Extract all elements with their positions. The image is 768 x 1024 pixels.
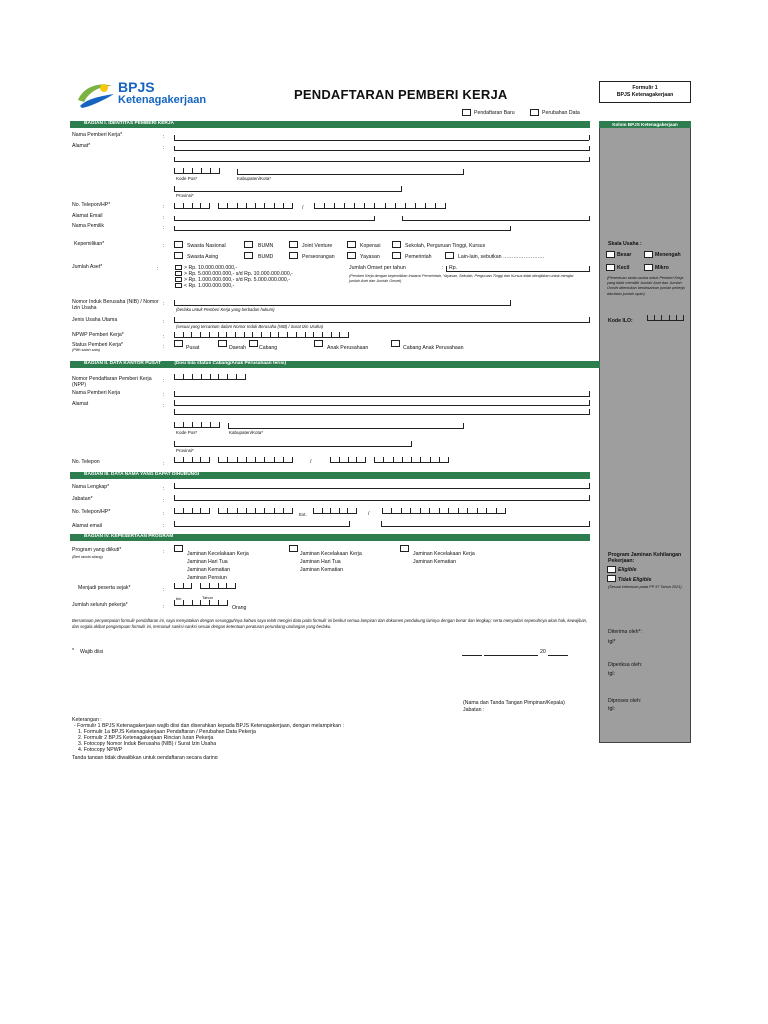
kode-ilo-field[interactable] (647, 315, 684, 321)
section-2-title: BAGIAN II. DATA KANTOR PUSAT (84, 361, 162, 366)
s2-nama-label: Nama Pemberi Kerja (72, 390, 121, 396)
own-perseorangan-label: Perseorangan (302, 254, 335, 260)
own-sekolah-label: Sekolah, Perguruan Tinggi, Kursus (405, 243, 486, 249)
kode-pos-label: Kode Pos* (176, 176, 198, 181)
alamat-line-1[interactable] (174, 150, 589, 151)
section-4-bar: BAGIAN IV. KEPESERTAAN PROGRAM (70, 534, 590, 541)
logo (70, 78, 240, 114)
s2-telepon-2-field[interactable] (374, 457, 449, 463)
form-number: Formulir 1 (632, 85, 658, 91)
diproses-tgl: tgl: (608, 706, 615, 712)
status-cabang-label: Cabang (259, 345, 278, 351)
jenis-usaha-note: (sesuai yang tercantum dalam Nomor Induk Berusaha (NIB) / Surat Izin Usaha) (176, 324, 324, 329)
sejak-tahun-field[interactable] (200, 583, 236, 589)
omset-rp: Rp. (449, 265, 458, 271)
g3-jkm: Jaminan Kematian (413, 559, 456, 565)
nib-label: Nomor Induk Berusaha (NIB) / Nomor Izin Usaha (72, 299, 159, 311)
g1-jp: Jaminan Pensiun (187, 575, 227, 581)
sejak-label: Menjadi peserta sejak* (78, 585, 131, 591)
program-label: Program yang diikuti* (72, 547, 122, 553)
place-date-line-2[interactable] (484, 655, 538, 656)
pemilik-field[interactable] (174, 230, 510, 231)
aset-opt-4-label: < Rp. 1.000.000.000,- (184, 283, 235, 289)
s3-email-field-2[interactable] (381, 526, 589, 527)
colon: : (163, 243, 165, 249)
kode-ilo-label: Kode ILO: (608, 318, 633, 324)
status-anak-checkbox[interactable] (314, 340, 323, 347)
email-field-2[interactable] (402, 220, 589, 221)
section-2-note: (Diisi bila status Cabang/Anak Perusahaan terisi) (174, 361, 287, 366)
colon: : (163, 319, 165, 325)
own-yayasan-label: Yayasan (360, 254, 380, 260)
aset-opt-2-label: > Rp. 5.000.000.000,- s/d Rp. 10.000.000.000,- (184, 271, 293, 277)
status-label: Status Pemberi Kerja* (72, 342, 124, 348)
place-date-line-1[interactable] (462, 655, 482, 656)
s2-kode-pos-field[interactable] (174, 422, 220, 428)
own-lainlain-label: Lain-lain, sebutkan …………………… (458, 254, 545, 260)
logo-sub: Ketenagakerjaan (118, 94, 207, 106)
own-swasta-nasional-checkbox[interactable] (174, 241, 183, 248)
slash: / (302, 205, 304, 211)
own-yayasan-checkbox[interactable] (347, 252, 356, 259)
colon: : (163, 523, 165, 529)
s2-nama-field[interactable] (174, 396, 589, 397)
s3-telepon-area-field[interactable] (174, 508, 210, 514)
keterangan-line-0: - Formulir 1 BPJS Ketenagakerjaan wajib diisi dan diserahkan kepada BPJS Ketenagakerjaan, dengan melampirkan : (74, 723, 344, 729)
colon: : (163, 511, 165, 517)
own-swasta-nasional-label: Swasta Nasional (187, 243, 226, 249)
npp-label: Nomor Pendaftaran Pemberi Kerja (NPP) (72, 376, 152, 388)
nama-pemberi-kerja-label: Nama Pemberi Kerja* (72, 132, 123, 138)
diterima-label: Diterima oleh*: (608, 629, 643, 635)
colon: : (163, 215, 165, 221)
keterangan-line-1: 1. Formulir 1a BPJS Ketenagakerjaan Pendaftaran / Perubahan Data Pekerja (78, 729, 256, 735)
colon: : (163, 378, 165, 384)
kabupaten-label: Kabupaten/Kota* (237, 176, 272, 181)
kecil-checkbox[interactable] (606, 264, 615, 271)
own-lainlain-checkbox[interactable] (445, 252, 454, 259)
program-group-3-checkbox[interactable] (400, 545, 409, 552)
s3-nama-label: Nama Lengkap* (72, 484, 110, 490)
colon: : (163, 145, 165, 151)
omset-label: Jumlah Omset per tahun (349, 265, 406, 271)
s2-telepon-label: No. Telepon (72, 459, 100, 465)
aset-opt-1-label: > Rp. 10.000.000.000,- (184, 265, 238, 271)
keterangan-line-4: 4. Fotocopy NPWP (78, 747, 123, 753)
g2-jkm: Jaminan Kematian (300, 567, 343, 573)
s3-jabatan-field[interactable] (174, 500, 589, 501)
perubahan-data-label: Perubahan Data (542, 110, 580, 116)
eligible-label: Eligible (618, 567, 637, 573)
own-swasta-asing-label: Swasta Asing (187, 254, 219, 260)
g1-jht: Jaminan Hari Tua (187, 559, 228, 565)
colon: : (163, 334, 165, 340)
s3-telepon-label: No. Telepon/HP* (72, 509, 111, 515)
nib-field[interactable] (174, 305, 510, 306)
colon: : (163, 604, 165, 610)
date-20: 20 (540, 649, 546, 655)
slash: / (310, 459, 312, 465)
status-cabang-anak-checkbox[interactable] (391, 340, 400, 347)
own-koperasi-checkbox[interactable] (347, 241, 356, 248)
sejak-bln-label: bln (176, 596, 182, 601)
tidak-eligible-checkbox[interactable] (607, 575, 616, 582)
logo-name: BPJS (118, 79, 155, 95)
tidak-eligible-label: Tidak Eligible (618, 577, 652, 583)
colon: : (163, 486, 165, 492)
s2-telepon-number-field[interactable] (218, 457, 293, 463)
keterangan-line-5: Tanda tangan tidak diwajibkan untuk pendaftaran secara daring (72, 755, 218, 759)
own-koperasi-label: Koperasi (360, 243, 381, 249)
sejak-tahun-label: Tahun (202, 595, 213, 600)
program-note: (Beri tanda silang) (72, 555, 103, 559)
jenis-usaha-label: Jenis Usaha Utama (72, 317, 118, 323)
own-bumn-label: BUMN (258, 243, 274, 249)
s2-alamat-label: Alamat (72, 401, 89, 407)
telepon-label: No. Telepon/HP* (72, 202, 111, 208)
bpjs-logo-icon (74, 80, 116, 110)
menengah-label: Menengah (655, 252, 681, 258)
aset-label: Jumlah Aset* (72, 264, 103, 270)
pendaftaran-baru-checkbox[interactable] (462, 109, 471, 116)
kepemilikan-label: Kepemilikan* (74, 241, 105, 247)
keterangan-line-3: 3. Fotocopy Nomor Induk Berusaha (NIB) / Surat Izin Usaha (78, 741, 217, 747)
own-pemerintah-checkbox[interactable] (392, 252, 401, 259)
slash: / (368, 511, 370, 517)
s3-email-label: Alamat email (72, 523, 102, 529)
sign-jabatan-label: Jabatan : (463, 707, 485, 713)
npp-field[interactable] (174, 374, 246, 380)
aset-opt-3-checkbox[interactable] (175, 277, 182, 282)
colon: : (442, 265, 444, 271)
s2-provinsi-field[interactable] (174, 446, 411, 447)
jumlah-pekerja-field[interactable] (174, 600, 228, 606)
jenis-usaha-field[interactable] (174, 322, 589, 323)
telepon-number-field[interactable] (218, 203, 293, 209)
form-org: BPJS Ketenagakerjaan (616, 92, 674, 98)
email-label: Alamat Email (72, 213, 103, 219)
diproses-label: Diproses oleh: (608, 698, 642, 704)
status-pusat-label: Pusat (186, 345, 200, 351)
own-bumd-checkbox[interactable] (244, 252, 253, 259)
own-joint-venture-checkbox[interactable] (289, 241, 298, 248)
alamat-label: Alamat* (72, 143, 91, 149)
pp-note: (Sesuai ketentuan pada PP 37 Tahun 2021) (608, 585, 682, 589)
own-pemerintah-label: Pemerintah (405, 254, 432, 260)
kecil-label: Kecil (617, 265, 630, 271)
eligible-checkbox[interactable] (607, 566, 616, 573)
npwp-field[interactable] (174, 332, 349, 338)
jumlah-pekerja-label: Jumlah seluruh pekerja* (72, 602, 128, 608)
diperiksa-tgl: tgl: (608, 671, 615, 677)
besar-label: Besar (617, 252, 632, 258)
skala-note: (Penentuan skala usaha untuk Pemberi Kerja yang tidak memiliki Jumlah Aset dan Jumlah Omset ditentukan berdasarkan jumlah pekerja dan/atau jumlah upah) (607, 276, 685, 296)
colon: : (163, 461, 165, 467)
wajib-star: * (72, 648, 75, 654)
colon: : (163, 392, 165, 398)
omset-field[interactable] (446, 271, 589, 272)
s2-alamat-line-1[interactable] (174, 405, 589, 406)
mikro-label: Mikro (655, 265, 669, 271)
g1-jkm: Jaminan Kematian (187, 567, 230, 573)
status-daerah-label: Daerah (229, 345, 247, 351)
colon: : (163, 498, 165, 504)
email-field-1[interactable] (174, 220, 374, 221)
skala-usaha-label: Skala Usaha : (608, 241, 642, 247)
besar-checkbox[interactable] (606, 251, 615, 258)
sign-name-label: (Nama dan Tanda Tangan Pimpinan/Kepala) (463, 700, 565, 706)
nama-pemberi-kerja-field[interactable] (174, 139, 589, 141)
kabupaten-field[interactable] (237, 174, 463, 175)
section-1-bar: BAGIAN I. IDENTITAS PEMBERI KERJA (70, 121, 590, 128)
s2-provinsi-label: Provinsi* (176, 448, 194, 453)
colon: : (163, 549, 165, 555)
s3-hp-field[interactable] (382, 508, 506, 514)
program-group-2-checkbox[interactable] (289, 545, 298, 552)
alamat-line-2[interactable] (174, 161, 589, 162)
s3-telepon-number-field[interactable] (218, 508, 293, 514)
s3-ext-label: Ext. (299, 512, 307, 517)
colon: : (157, 266, 159, 272)
own-perseorangan-checkbox[interactable] (289, 252, 298, 259)
aset-opt-1-checkbox[interactable] (175, 265, 182, 270)
keterangan-title: Keterangan : (72, 717, 102, 723)
s3-email-field-1[interactable] (174, 526, 349, 527)
colon: : (163, 225, 165, 231)
status-cabang-anak-label: Cabang Anak Perusahaan (403, 345, 464, 351)
g2-jht: Jaminan Hari Tua (300, 559, 341, 565)
place-date-line-3[interactable] (548, 655, 568, 656)
mikro-checkbox[interactable] (644, 264, 653, 271)
telepon-area-field[interactable] (174, 203, 210, 209)
colon: : (163, 204, 165, 210)
colon: : (163, 403, 165, 409)
status-daerah-checkbox[interactable] (218, 340, 227, 347)
form-number-box (599, 81, 691, 103)
pemilik-label: Nama Pemilik (72, 223, 104, 229)
program-group-1-checkbox[interactable] (174, 545, 183, 552)
colon: : (163, 301, 165, 307)
status-pusat-checkbox[interactable] (174, 340, 183, 347)
npwp-label: NPWP Pemberi Kerja* (72, 332, 124, 338)
status-anak-label: Anak Perusahaan (327, 345, 369, 351)
kode-pos-field[interactable] (174, 168, 220, 174)
s2-kabupaten-field[interactable] (228, 428, 463, 429)
program-jkp-title: Program Jaminan Kehilangan Pekerjaan: (608, 552, 682, 564)
colon: : (163, 344, 165, 350)
diperiksa-label: Diperiksa oleh: (608, 662, 643, 668)
pendaftaran-baru-label: Pendaftaran Baru (474, 110, 515, 116)
colon: : (163, 587, 165, 593)
g2-jkk: Jaminan Kecelakaan Kerja (300, 551, 362, 557)
s2-kode-pos-label: Kode Pos* (176, 430, 198, 435)
section-3-bar: BAGIAN III. DATA NAMA YANG DAPAT DIHUBUNGI (70, 472, 590, 479)
own-bumn-checkbox[interactable] (244, 241, 253, 248)
wajib-label: Wajib diisi (80, 649, 104, 655)
menengah-checkbox[interactable] (644, 251, 653, 258)
omset-note: (Pemberi Kerja dengan kepemilikan Instansi Pemerintah, Yayasan, Sekolah, Perguruan Tinggi dan Kursus tidak diwajibkan untuk mengisi jumlah Aset dan Jumlah Omset) (349, 274, 574, 283)
perubahan-data-checkbox[interactable] (530, 109, 539, 116)
s3-jabatan-label: Jabatan* (72, 496, 93, 502)
s3-nama-field[interactable] (174, 488, 589, 489)
page-title: PENDAFTARAN PEMBERI KERJA (294, 87, 508, 102)
s2-telepon-area-field[interactable] (174, 457, 210, 463)
own-bumd-label: BUMD (258, 254, 274, 260)
s2-alamat-line-2[interactable] (174, 414, 589, 415)
s3-ext-field[interactable] (313, 508, 357, 514)
aset-opt-4-checkbox[interactable] (175, 283, 182, 288)
own-joint-venture-label: Joint Venture (302, 243, 333, 249)
sejak-bln-field[interactable] (174, 583, 192, 589)
g3-jkk: Jaminan Kecelakaan Kerja (413, 551, 475, 557)
s2-kabupaten-label: Kabupaten/Kota* (229, 430, 264, 435)
own-swasta-asing-checkbox[interactable] (174, 252, 183, 259)
aset-opt-3-label: > Rp. 1.000.000.000,- s/d Rp. 5.000.000.000,- (184, 277, 290, 283)
diterima-tgl: tgl* (608, 639, 616, 645)
declaration-text: Bersamaan penyampaian formulir pendaftaran ini, saya menyatakan dengan sesungguhnya bahwa saya telah mengisi data pada formulir ini berikut semua lampiran dan dokumen pendukung lainnya dengan benar dan lengkap; serta menyadari sepenuhnya akan hak, kewajiban, dan segala akibat pengampuan formulir ini, termasuk sanksi-sanksi sesuai dengan ketentuan peraturan perundang-undangan yang berlaku. (72, 618, 588, 629)
provinsi-label: Provinsi* (176, 193, 194, 198)
own-sekolah-checkbox[interactable] (392, 241, 401, 248)
nib-note: (berlaku untuk Pemberi Kerja yang berbadan hukum) (176, 307, 275, 312)
section-2-bar (70, 361, 600, 368)
status-note: (Pilih salah satu) (72, 348, 101, 352)
side-panel-bar: Kolom BPJS Ketenagakerjaan (599, 121, 691, 128)
aset-opt-2-checkbox[interactable] (175, 271, 182, 276)
bpjs-column-panel (599, 121, 691, 743)
provinsi-field[interactable] (174, 191, 401, 192)
orang-label: Orang (232, 605, 247, 611)
hp-number-field[interactable] (314, 203, 446, 209)
colon: : (163, 134, 165, 140)
g1-jkk: Jaminan Kecelakaan Kerja (187, 551, 249, 557)
keterangan-line-2: 2. Formulir 2 BPJS Ketenagakerjaan Rincian Iuran Pekerja (78, 735, 214, 741)
s2-telepon-ext-field[interactable] (330, 457, 366, 463)
status-cabang-checkbox[interactable] (249, 340, 258, 347)
